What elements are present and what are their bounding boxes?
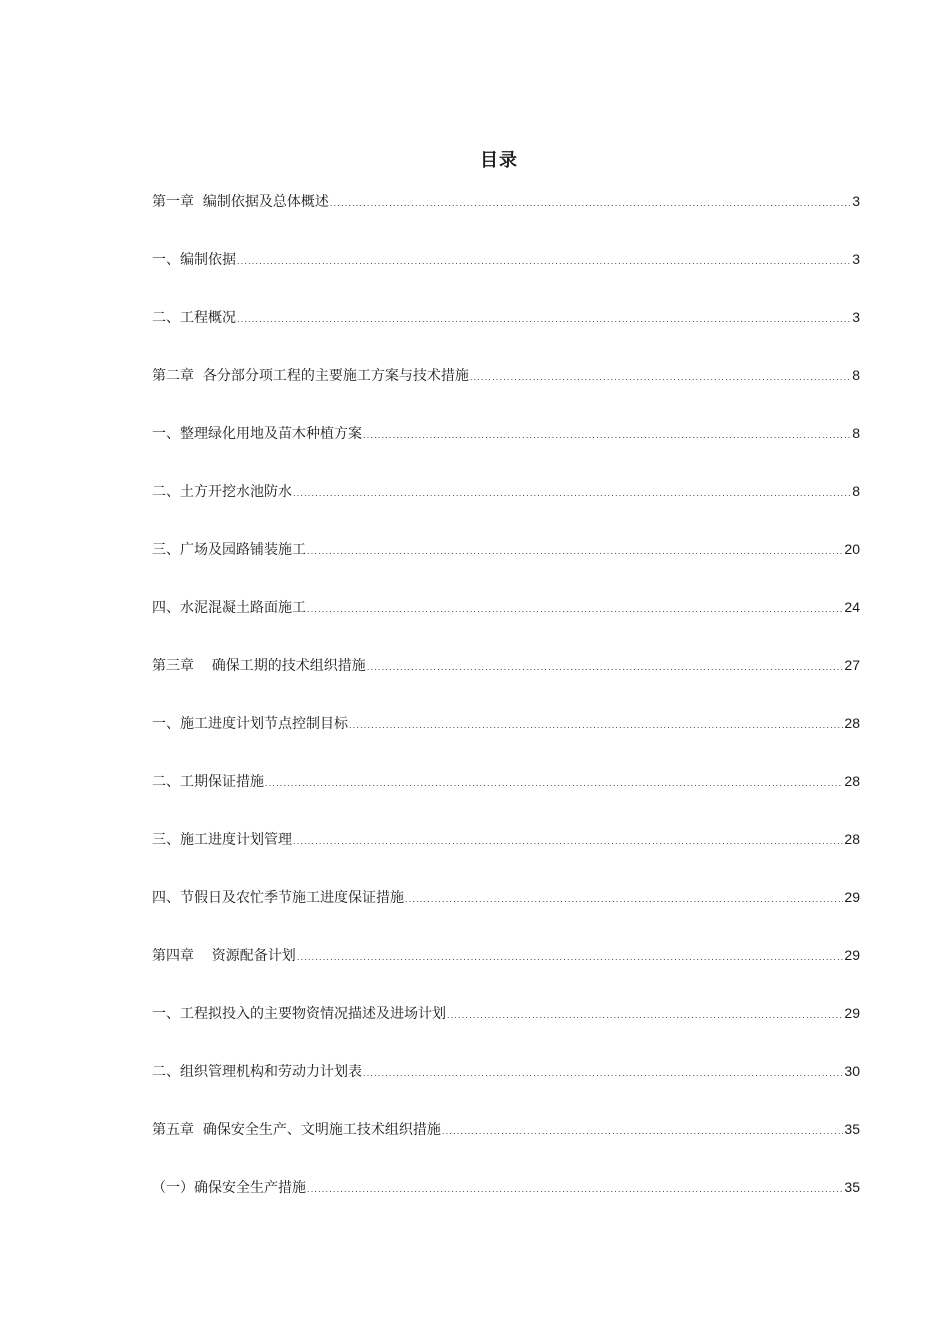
toc-entry-page: 20 <box>844 541 860 557</box>
toc-entry-page: 35 <box>844 1179 860 1195</box>
toc-entry[interactable] <box>152 420 860 478</box>
page-title: 目录 <box>480 150 518 171</box>
toc-entry[interactable] <box>152 1174 860 1232</box>
toc-entry-label: 第三章 确保工期的技术组织措施 <box>152 658 366 674</box>
toc-entry-page: 35 <box>844 1121 860 1137</box>
toc-entry[interactable] <box>152 884 860 942</box>
toc-entry-label: （一）确保安全生产措施 <box>152 1180 306 1196</box>
toc-leader-dots <box>330 190 851 216</box>
toc-leader-dots <box>237 248 851 274</box>
toc-entry-label: 第五章 确保安全生产、文明施工技术组织措施 <box>152 1122 441 1138</box>
toc-leader-dots <box>367 654 844 680</box>
toc-entry-page: 28 <box>844 831 860 847</box>
toc-entry-label: 二、工期保证措施 <box>152 774 264 790</box>
toc-leader-dots <box>293 480 851 506</box>
toc-leader-dots <box>307 1176 843 1202</box>
toc-entry-label: 三、广场及园路铺装施工 <box>152 542 306 558</box>
toc-entry-label: 一、施工进度计划节点控制目标 <box>152 716 348 732</box>
toc-leader-dots <box>363 1060 843 1086</box>
toc-entry-page: 27 <box>844 657 860 673</box>
toc-entry-page: 30 <box>844 1063 860 1079</box>
toc-entry[interactable] <box>152 768 860 826</box>
toc-leader-dots <box>363 422 851 448</box>
toc-leader-dots <box>349 712 843 738</box>
toc-leader-dots <box>297 944 844 970</box>
toc-entry[interactable] <box>152 362 860 420</box>
toc-entry-label: 二、工程概况 <box>152 310 236 326</box>
toc-entry-label: 二、组织管理机构和劳动力计划表 <box>152 1064 362 1080</box>
toc-entry[interactable] <box>152 652 860 710</box>
toc-leader-dots <box>307 538 843 564</box>
toc-entry[interactable] <box>152 826 860 884</box>
toc-entry[interactable] <box>152 1058 860 1116</box>
toc-entry-label: 二、土方开挖水池防水 <box>152 484 292 500</box>
toc-entry[interactable] <box>152 942 860 1000</box>
toc-entry-page: 8 <box>852 483 860 499</box>
toc-entry-page: 29 <box>844 1005 860 1021</box>
toc-leader-dots <box>405 886 843 912</box>
toc-leader-dots <box>470 364 851 390</box>
toc-entry-page: 28 <box>844 715 860 731</box>
toc-entry-page: 3 <box>852 193 860 209</box>
toc-entry-page: 24 <box>844 599 860 615</box>
toc-entry-page: 28 <box>844 773 860 789</box>
toc-entry[interactable] <box>152 710 860 768</box>
toc-leader-dots <box>447 1002 843 1028</box>
table-of-contents <box>152 188 860 1232</box>
toc-entry-label: 第四章 资源配备计划 <box>152 948 296 964</box>
toc-entry[interactable] <box>152 246 860 304</box>
toc-entry-label: 四、水泥混凝土路面施工 <box>152 600 306 616</box>
toc-entry[interactable] <box>152 594 860 652</box>
toc-entry-label: 第二章 各分部分项工程的主要施工方案与技术措施 <box>152 368 469 384</box>
toc-entry-label: 三、施工进度计划管理 <box>152 832 292 848</box>
toc-entry-label: 一、工程拟投入的主要物资情况描述及进场计划 <box>152 1006 446 1022</box>
toc-entry-label: 四、节假日及农忙季节施工进度保证措施 <box>152 890 404 906</box>
toc-leader-dots <box>307 596 843 622</box>
toc-entry-page: 8 <box>852 425 860 441</box>
toc-entry[interactable] <box>152 536 860 594</box>
toc-entry[interactable] <box>152 1000 860 1058</box>
toc-leader-dots <box>237 306 851 332</box>
toc-entry-label: 一、整理绿化用地及苗木种植方案 <box>152 426 362 442</box>
toc-entry-label: 一、编制依据 <box>152 252 236 268</box>
toc-entry[interactable] <box>152 1116 860 1174</box>
toc-entry-page: 3 <box>852 251 860 267</box>
toc-leader-dots <box>265 770 843 796</box>
toc-entry[interactable] <box>152 478 860 536</box>
toc-leader-dots <box>293 828 843 854</box>
toc-entry-label: 第一章 编制依据及总体概述 <box>152 194 329 210</box>
toc-entry-page: 29 <box>844 889 860 905</box>
toc-entry-page: 8 <box>852 367 860 383</box>
toc-leader-dots <box>442 1118 844 1144</box>
toc-entry-page: 3 <box>852 309 860 325</box>
toc-entry[interactable] <box>152 188 860 246</box>
toc-entry[interactable] <box>152 304 860 362</box>
toc-entry-page: 29 <box>844 947 860 963</box>
